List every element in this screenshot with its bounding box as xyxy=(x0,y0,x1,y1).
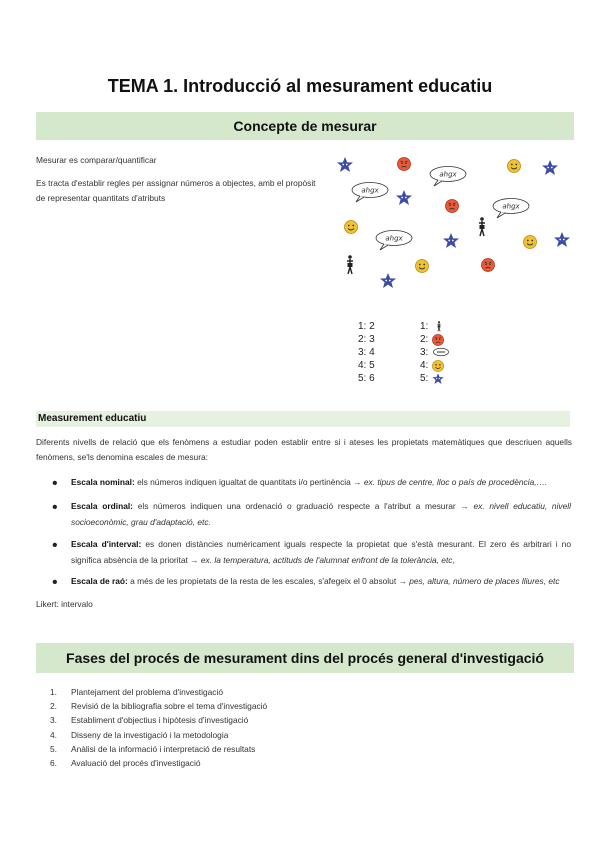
list-item xyxy=(50,713,267,727)
scale-name: Escala de raó: xyxy=(71,576,128,586)
step-text: Revisió de la bibliografia sobre el tema d'investigació xyxy=(71,701,268,712)
angry-face-icon xyxy=(482,259,495,272)
speech-bubble-icon xyxy=(352,183,388,203)
mapping-legend xyxy=(358,320,468,390)
speech-bubble-icon xyxy=(376,231,412,251)
legend-row xyxy=(358,346,468,359)
star-icon xyxy=(396,190,412,205)
legend-number: 5: xyxy=(420,373,429,384)
svg-text:ahgx: ahgx xyxy=(385,234,403,243)
legend-number: 4: xyxy=(420,360,429,371)
list-item xyxy=(50,742,267,756)
svg-text:ahgx: ahgx xyxy=(439,170,457,179)
step-text: Avaluació del procés d'investigació xyxy=(71,758,201,769)
scale-text: a més de les propietats de la resta de les escales, s'afegeix el 0 absolut → xyxy=(127,576,410,586)
section-heading-phases: Fases del procés de mesurament dins del procés general d'investigació xyxy=(36,643,574,673)
step-text: Establiment d'objectius i hipòtesis d'investigació xyxy=(71,715,249,726)
legend-number-pair: 3: 4 xyxy=(358,347,375,358)
legend-row xyxy=(358,333,468,346)
legend-number-pair: 5: 6 xyxy=(358,373,375,384)
scale-item-interval xyxy=(71,536,571,568)
legend-number-pair: 2: 3 xyxy=(358,334,375,345)
person-icon xyxy=(432,321,446,333)
step-number: 4. xyxy=(50,729,57,740)
scale-text: es donen distàncies numèricament iguals respecte la propietat que s'està mesurant. El zero és arbitrari i no significa absència de la prioritat → xyxy=(71,539,572,565)
star-icon xyxy=(542,160,558,175)
scale-example: ex. nivell educatiu, nivell socioeconòmic, grau d'adaptació, etc. xyxy=(71,501,571,527)
legend-number-pair: 1: 2 xyxy=(358,321,375,332)
list-item xyxy=(50,756,267,770)
legend-number: 3: xyxy=(420,347,429,358)
legend-number: 1: xyxy=(420,321,429,332)
step-text: Anàlisi de la informació i interpretació de resultats xyxy=(71,743,256,754)
phases-list xyxy=(50,685,267,770)
angry-face-icon xyxy=(446,200,459,213)
scale-example: pes, altura, número de places lliures, etc xyxy=(409,576,560,586)
speech-bubble-icon xyxy=(432,347,450,357)
svg-text:ahgx: ahgx xyxy=(502,202,520,211)
star-icon xyxy=(554,232,570,247)
smiley-icon xyxy=(416,260,429,273)
smiley-icon xyxy=(508,160,521,173)
legend-row xyxy=(358,320,468,333)
list-item xyxy=(50,728,267,742)
list-item xyxy=(50,699,267,713)
person-icon xyxy=(479,217,485,236)
step-number: 1. xyxy=(50,687,57,697)
angry-face-icon xyxy=(432,334,444,346)
step-text: Plantejament del problema d'investigació xyxy=(71,687,223,697)
bullet-icon: • xyxy=(52,537,58,554)
smiley-icon xyxy=(432,360,444,372)
legend-row xyxy=(358,359,468,372)
scale-name: Escala ordinal: xyxy=(71,501,133,511)
step-number: 5. xyxy=(50,743,57,754)
bullet-icon: • xyxy=(52,475,58,492)
measurement-illustration xyxy=(330,150,590,295)
legend-number: 2: xyxy=(420,334,429,345)
svg-text:ahgx: ahgx xyxy=(361,186,379,195)
intro-line-2: Es tracta d'establir regles per assignar números a objectes, amb el propòsit de representar quantitats d'atributs xyxy=(36,178,316,203)
person-icon xyxy=(347,255,353,274)
step-number: 3. xyxy=(50,715,57,726)
star-icon xyxy=(443,233,459,248)
scale-item-ordinal xyxy=(71,498,571,530)
scale-name: Escala nominal: xyxy=(71,477,135,487)
star-icon xyxy=(432,373,444,385)
star-icon xyxy=(337,157,353,172)
scale-text: els números indiquen igualtat de quantitats i/o pertinència → xyxy=(134,477,364,487)
legend-number-pair: 4: 5 xyxy=(358,360,375,371)
bullet-icon: • xyxy=(52,574,58,591)
step-number: 2. xyxy=(50,701,57,712)
star-icon xyxy=(380,273,396,288)
section-heading-measurement: Measurement educatiu xyxy=(36,411,570,427)
scale-example: ex. tipus de centre, lloc o país de procedència,…. xyxy=(363,477,548,487)
scale-example: ex. la temperatura, actituds de l'alumnat enfront de la tolerància, etc, xyxy=(200,555,455,565)
scale-text: els números indiquen una ordenació o graduació respecte a l'atribut a mesurar → xyxy=(132,501,474,511)
smiley-icon xyxy=(345,221,358,234)
legend-row xyxy=(358,372,468,385)
section-heading-concept: Concepte de mesurar xyxy=(36,112,574,140)
angry-face-icon xyxy=(398,158,411,171)
scale-item-ratio xyxy=(71,573,571,589)
scale-name: Escala d'interval: xyxy=(71,539,142,549)
speech-bubble-icon xyxy=(430,167,466,187)
step-text: Disseny de la investigació i la metodologia xyxy=(71,729,229,740)
page-title: TEMA 1. Introducció al mesurament educatiu xyxy=(107,76,493,96)
scale-item-nominal xyxy=(71,474,571,490)
smiley-icon xyxy=(524,236,537,249)
list-item xyxy=(50,685,267,699)
step-number: 6. xyxy=(50,758,57,769)
intro-line-1: Mesurar es comparar/quantificar xyxy=(36,155,157,165)
scales-description: Diferents nivells de relació que els fenòmens a estudiar poden establir entre si i ateses les propietats matemàtiques que descriuen aquells fenòmens, se'ls denomina escales de mesura: xyxy=(36,437,572,462)
bullet-icon: • xyxy=(52,499,58,516)
likert-note: Likert: intervalo xyxy=(36,599,93,609)
speech-bubble-icon xyxy=(493,199,529,219)
